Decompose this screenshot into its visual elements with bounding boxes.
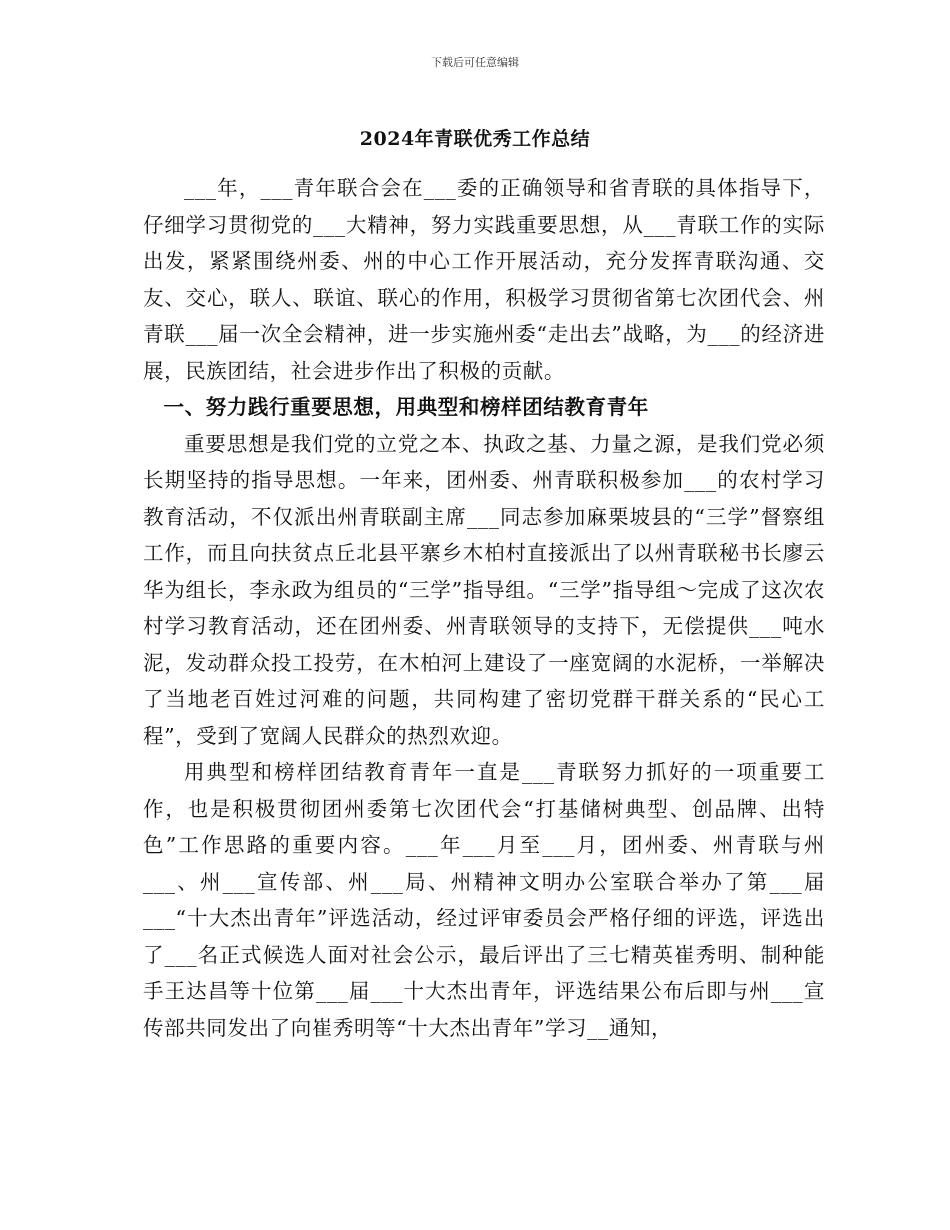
header-note: 下载后可任意编辑 (431, 56, 519, 69)
paragraph-section-1-b: 用典型和榜样团结教育青年一直是___青联努力抓好的一项重要工作，也是积极贯彻团州委第七次团代会“打基储树典型、创品牌、出特色”工作思路的重要内容。___年___月至___月，团州委、州青联与州___、州___宣传部、州___局、州精神文明办公室联合举办了第___届___“十大杰出青年”评选活动，经过评审委员会严格仔细的评选，评选出了___名正式候选人面对社会公示，最后评出了三七精英崔秀明、制种能手王达昌等十位第___届___十大杰出青年，评选结果公布后即与州___宣传部共同发出了向崔秀明等“十大杰出青年”学习__通知， (143, 760, 825, 1040)
document-body (143, 170, 825, 1046)
document-title: 2024年青联优秀工作总结 (359, 128, 591, 150)
section-heading-1: 一、努力践行重要思想，用典型和榜样团结教育青年 (163, 395, 649, 419)
paragraph-section-1-a: 重要思想是我们党的立党之本、执政之基、力量之源，是我们党必须长期坚持的指导思想。一年来，团州委、州青联积极参加___的农村学习教育活动，不仅派出州青联副主席___同志参加麻栗坡县的“三学”督察组工作，而且向扶贫点丘北县平寨乡木柏村直接派出了以州青联秘书长廖云华为组长，李永政为组员的“三学”指导组。“三学”指导组～完成了这次农村学习教育活动，还在团州委、州青联领导的支持下，无偿提供___吨水泥，发动群众投工投劳，在木柏河上建设了一座宽阔的水泥桥，一举解决了当地老百姓过河难的问题，共同构建了密切党群干群关系的“民心工程”，受到了宽阔人民群众的热烈欢迎。 (143, 431, 825, 748)
paragraph-intro: ___年，___青年联合会在___委的正确领导和省青联的具体指导下，仔细学习贯彻党的___大精神，努力实践重要思想，从___青联工作的实际出发，紧紧围绕州委、州的中心工作开展活动，充分发挥青联沟通、交友、交心，联人、联谊、联心的作用，积极学习贯彻省第七次团代会、州青联___届一次全会精神，进一步实施州委“走出去”战略，为___的经济进展，民族团结，社会进步作出了积极的贡献。 (143, 176, 825, 383)
